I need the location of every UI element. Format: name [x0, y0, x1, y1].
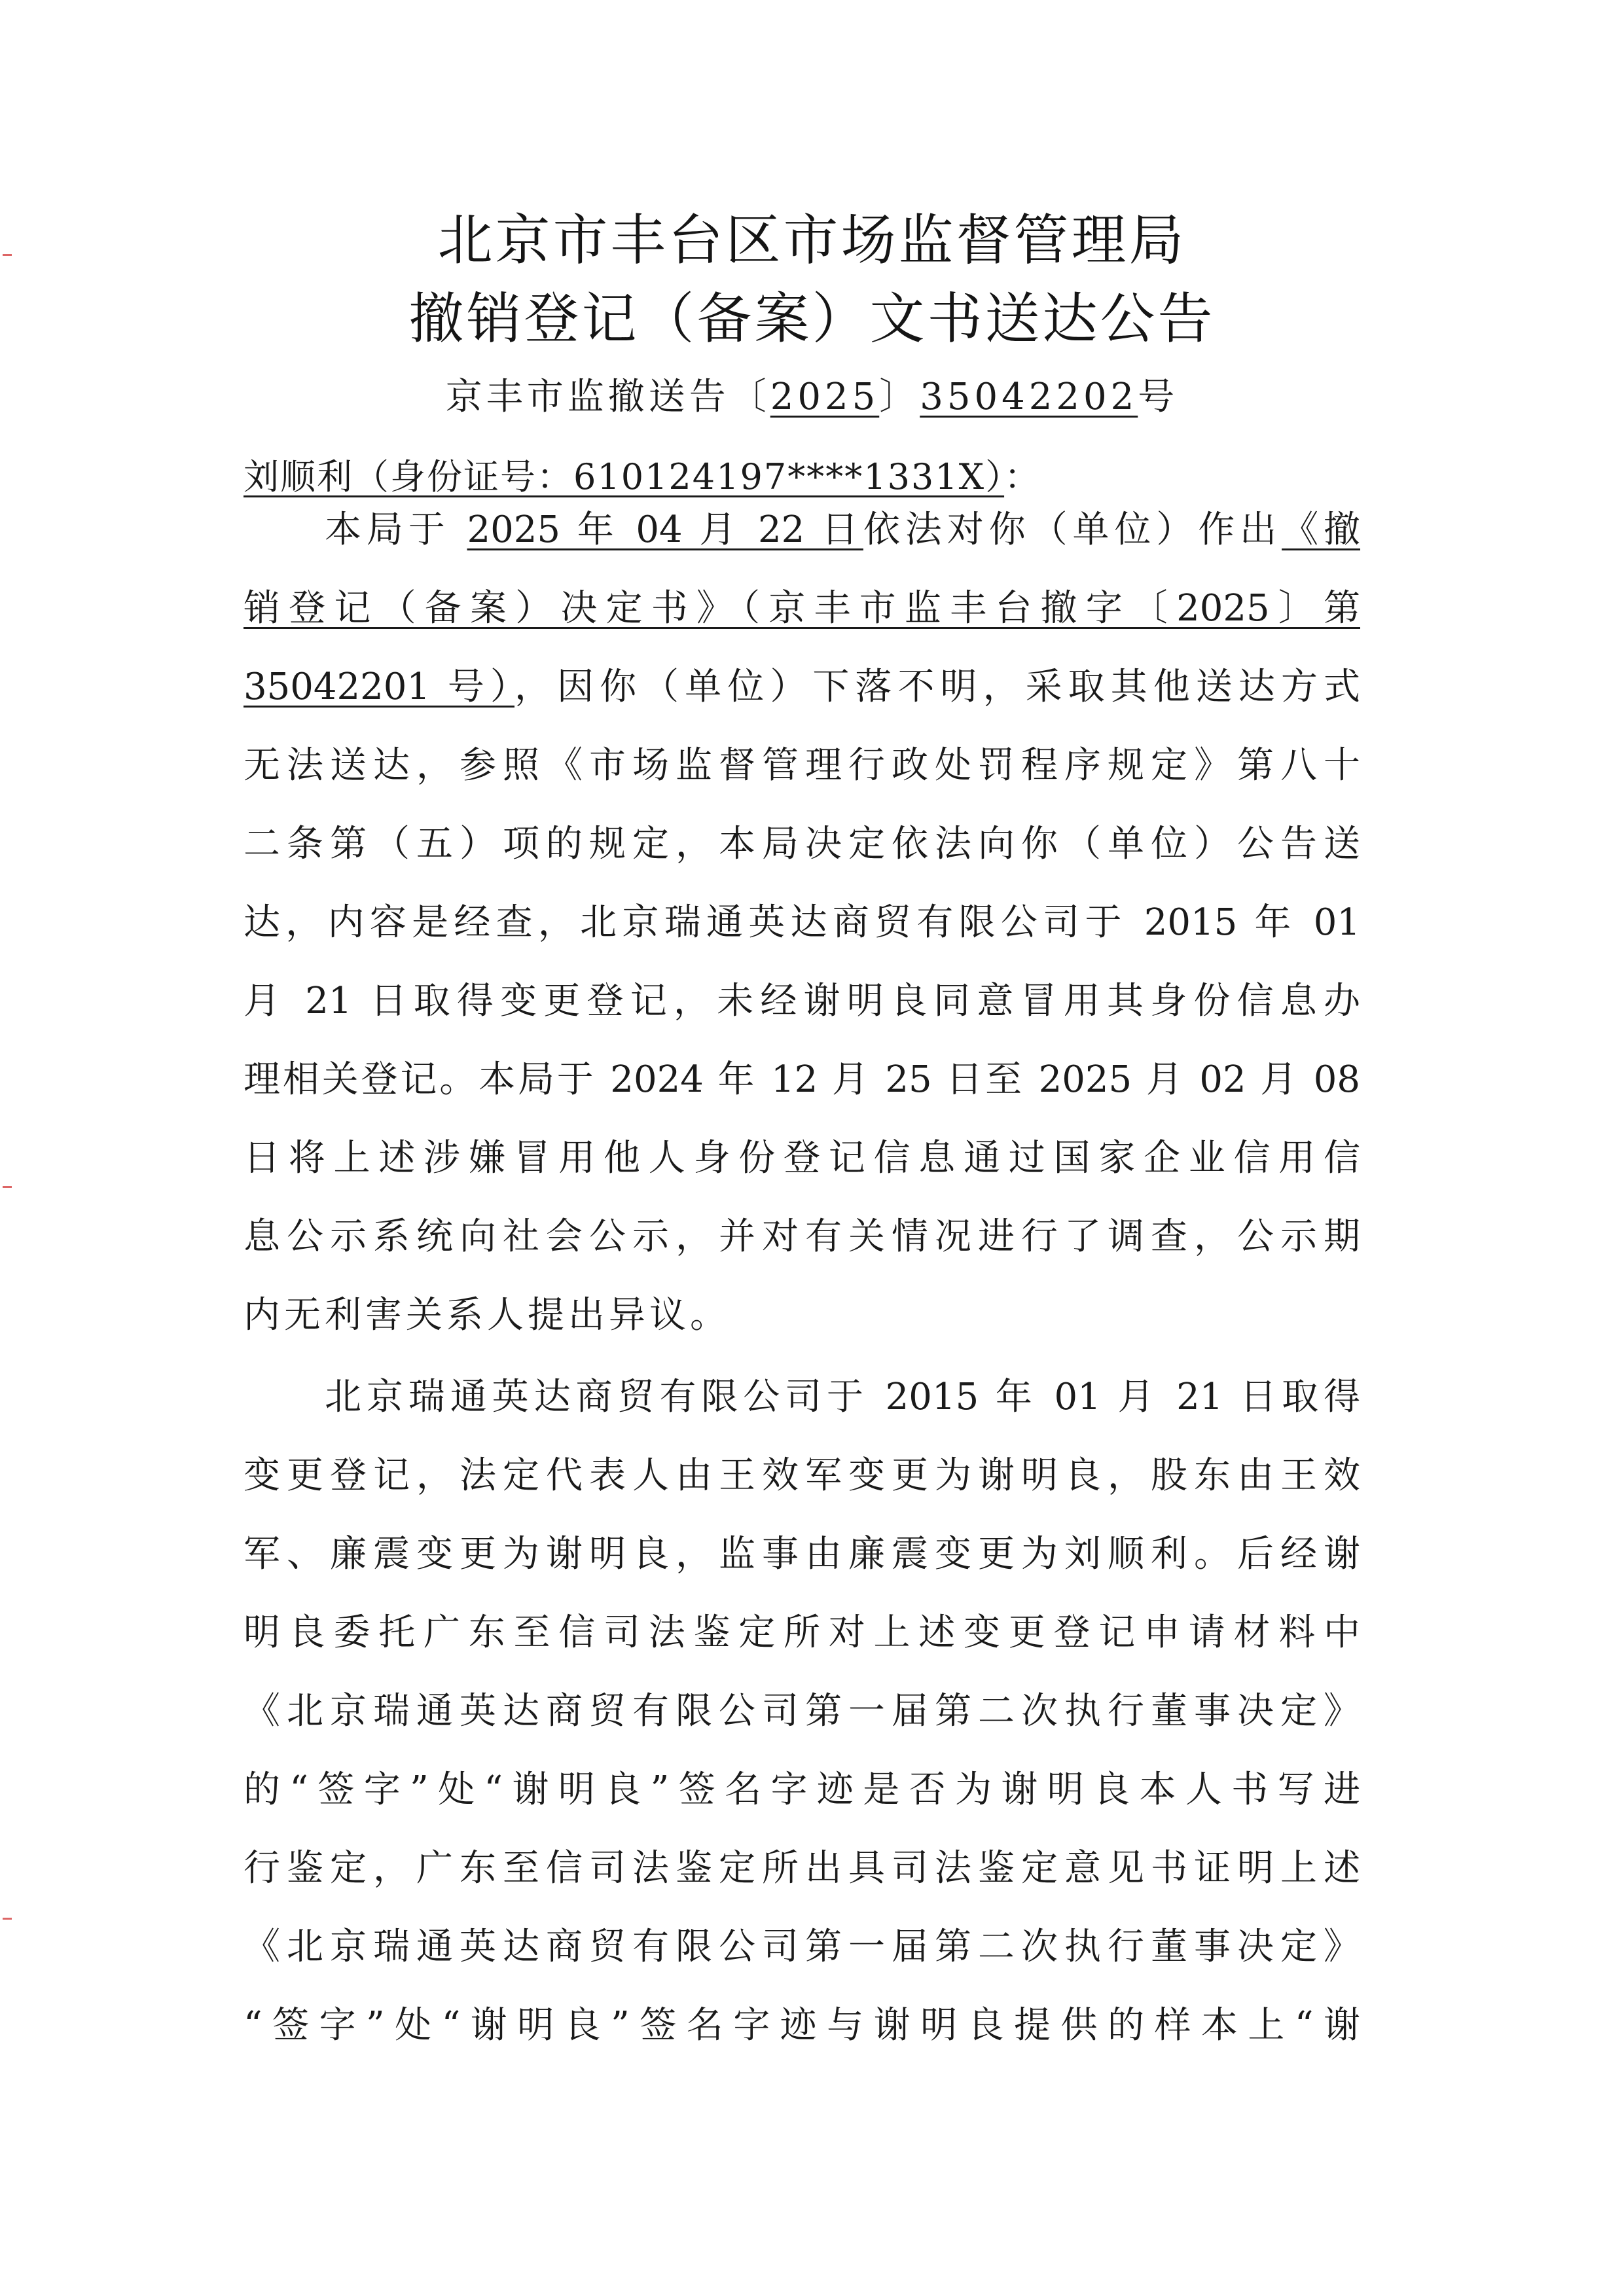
- addressee-name: 刘顺利（身份证号：610124197****1331X）: [244, 456, 1005, 497]
- paragraph1-line5: 二条第（五）项的规定，本局决定依法向你（单位）公告送: [244, 823, 1360, 865]
- paragraph1-line4: 无法送达，参照《市场监督管理行政处罚程序规定》第八十: [244, 744, 1360, 787]
- paragraph1-line11: 内无利害关系人提出异议。: [244, 1294, 731, 1336]
- doc-number-bracket: 〕: [879, 376, 920, 418]
- addressee-colon: ：: [1004, 456, 1041, 497]
- text-span: 本局于: [325, 509, 450, 551]
- paragraph1-line10: 息公示系统向社会公示，并对有关情况进行了调查，公示期: [244, 1215, 1360, 1258]
- paragraph2-line7: 行鉴定，广东至信司法鉴定所出具司法鉴定意见书证明上述: [244, 1847, 1360, 1890]
- paragraph1-line8: 理相关登记。本局于 2024 年 12 月 25 日至 2025 月 02 月 08: [244, 1058, 1360, 1101]
- decision-date: 2025 年 04 月 22 日: [467, 509, 863, 551]
- paragraph2-line6: 的“签字”处“谢明良”签名字迹是否为谢明良本人书写进: [244, 1768, 1360, 1811]
- scan-margin-mark: [3, 1186, 12, 1188]
- paragraph2-line1: 北京瑞通英达商贸有限公司于 2015 年 01 月 21 日取得: [325, 1376, 1360, 1418]
- decision-number-end: 35042201 号）: [244, 666, 514, 708]
- document-title-line1: 北京市丰台区市场监督管理局: [437, 208, 1187, 272]
- paragraph1-line7: 月 21 日取得变更登记，未经谢明良同意冒用其身份信息办: [244, 980, 1360, 1022]
- addressee: [244, 449, 1041, 499]
- paragraph1-line3: [244, 661, 1360, 713]
- doc-number-prefix: 京丰市监撤送告〔: [445, 376, 770, 418]
- paragraph1-line9: 日将上述涉嫌冒用他人身份登记信息通过国家企业信用信: [244, 1137, 1360, 1179]
- paragraph1-line2: 销登记（备案）决定书》（京丰市监丰台撤字〔2025〕第: [244, 587, 1360, 630]
- paragraph2-line8: 《北京瑞通英达商贸有限公司第一届第二次执行董事决定》: [244, 1926, 1360, 1968]
- text-span: ，因你（单位）下落不明，采取其他送达方式: [514, 666, 1360, 708]
- scan-margin-mark: [3, 1918, 12, 1920]
- document-number: [0, 368, 1624, 420]
- decision-title-start: 《撤: [1282, 509, 1361, 551]
- paragraph2-line5: 《北京瑞通英达商贸有限公司第一届第二次执行董事决定》: [244, 1690, 1360, 1732]
- document-title-line2: 撤销登记（备案）文书送达公告: [408, 287, 1216, 351]
- paragraph2-line2: 变更登记，法定代表人由王效军变更为谢明良，股东由王效: [244, 1454, 1360, 1497]
- doc-number-year: 2025: [770, 376, 880, 418]
- doc-number-serial: 35042202: [920, 376, 1138, 418]
- text-span: 依法对你（单位）作出: [863, 509, 1282, 551]
- doc-number-suffix: 号: [1138, 376, 1179, 418]
- paragraph2-line9: “签字”处“谢明良”签名字迹与谢明良提供的样本上“谢: [244, 2004, 1360, 2047]
- paragraph1-line6: 达，内容是经查，北京瑞通英达商贸有限公司于 2015 年 01: [244, 901, 1360, 944]
- paragraph2-line4: 明良委托广东至信司法鉴定所对上述变更登记申请材料中: [244, 1611, 1360, 1654]
- paragraph2-line3: 军、廉震变更为谢明良，监事由廉震变更为刘顺利。后经谢: [244, 1533, 1360, 1575]
- paragraph1-line1: [244, 504, 1360, 556]
